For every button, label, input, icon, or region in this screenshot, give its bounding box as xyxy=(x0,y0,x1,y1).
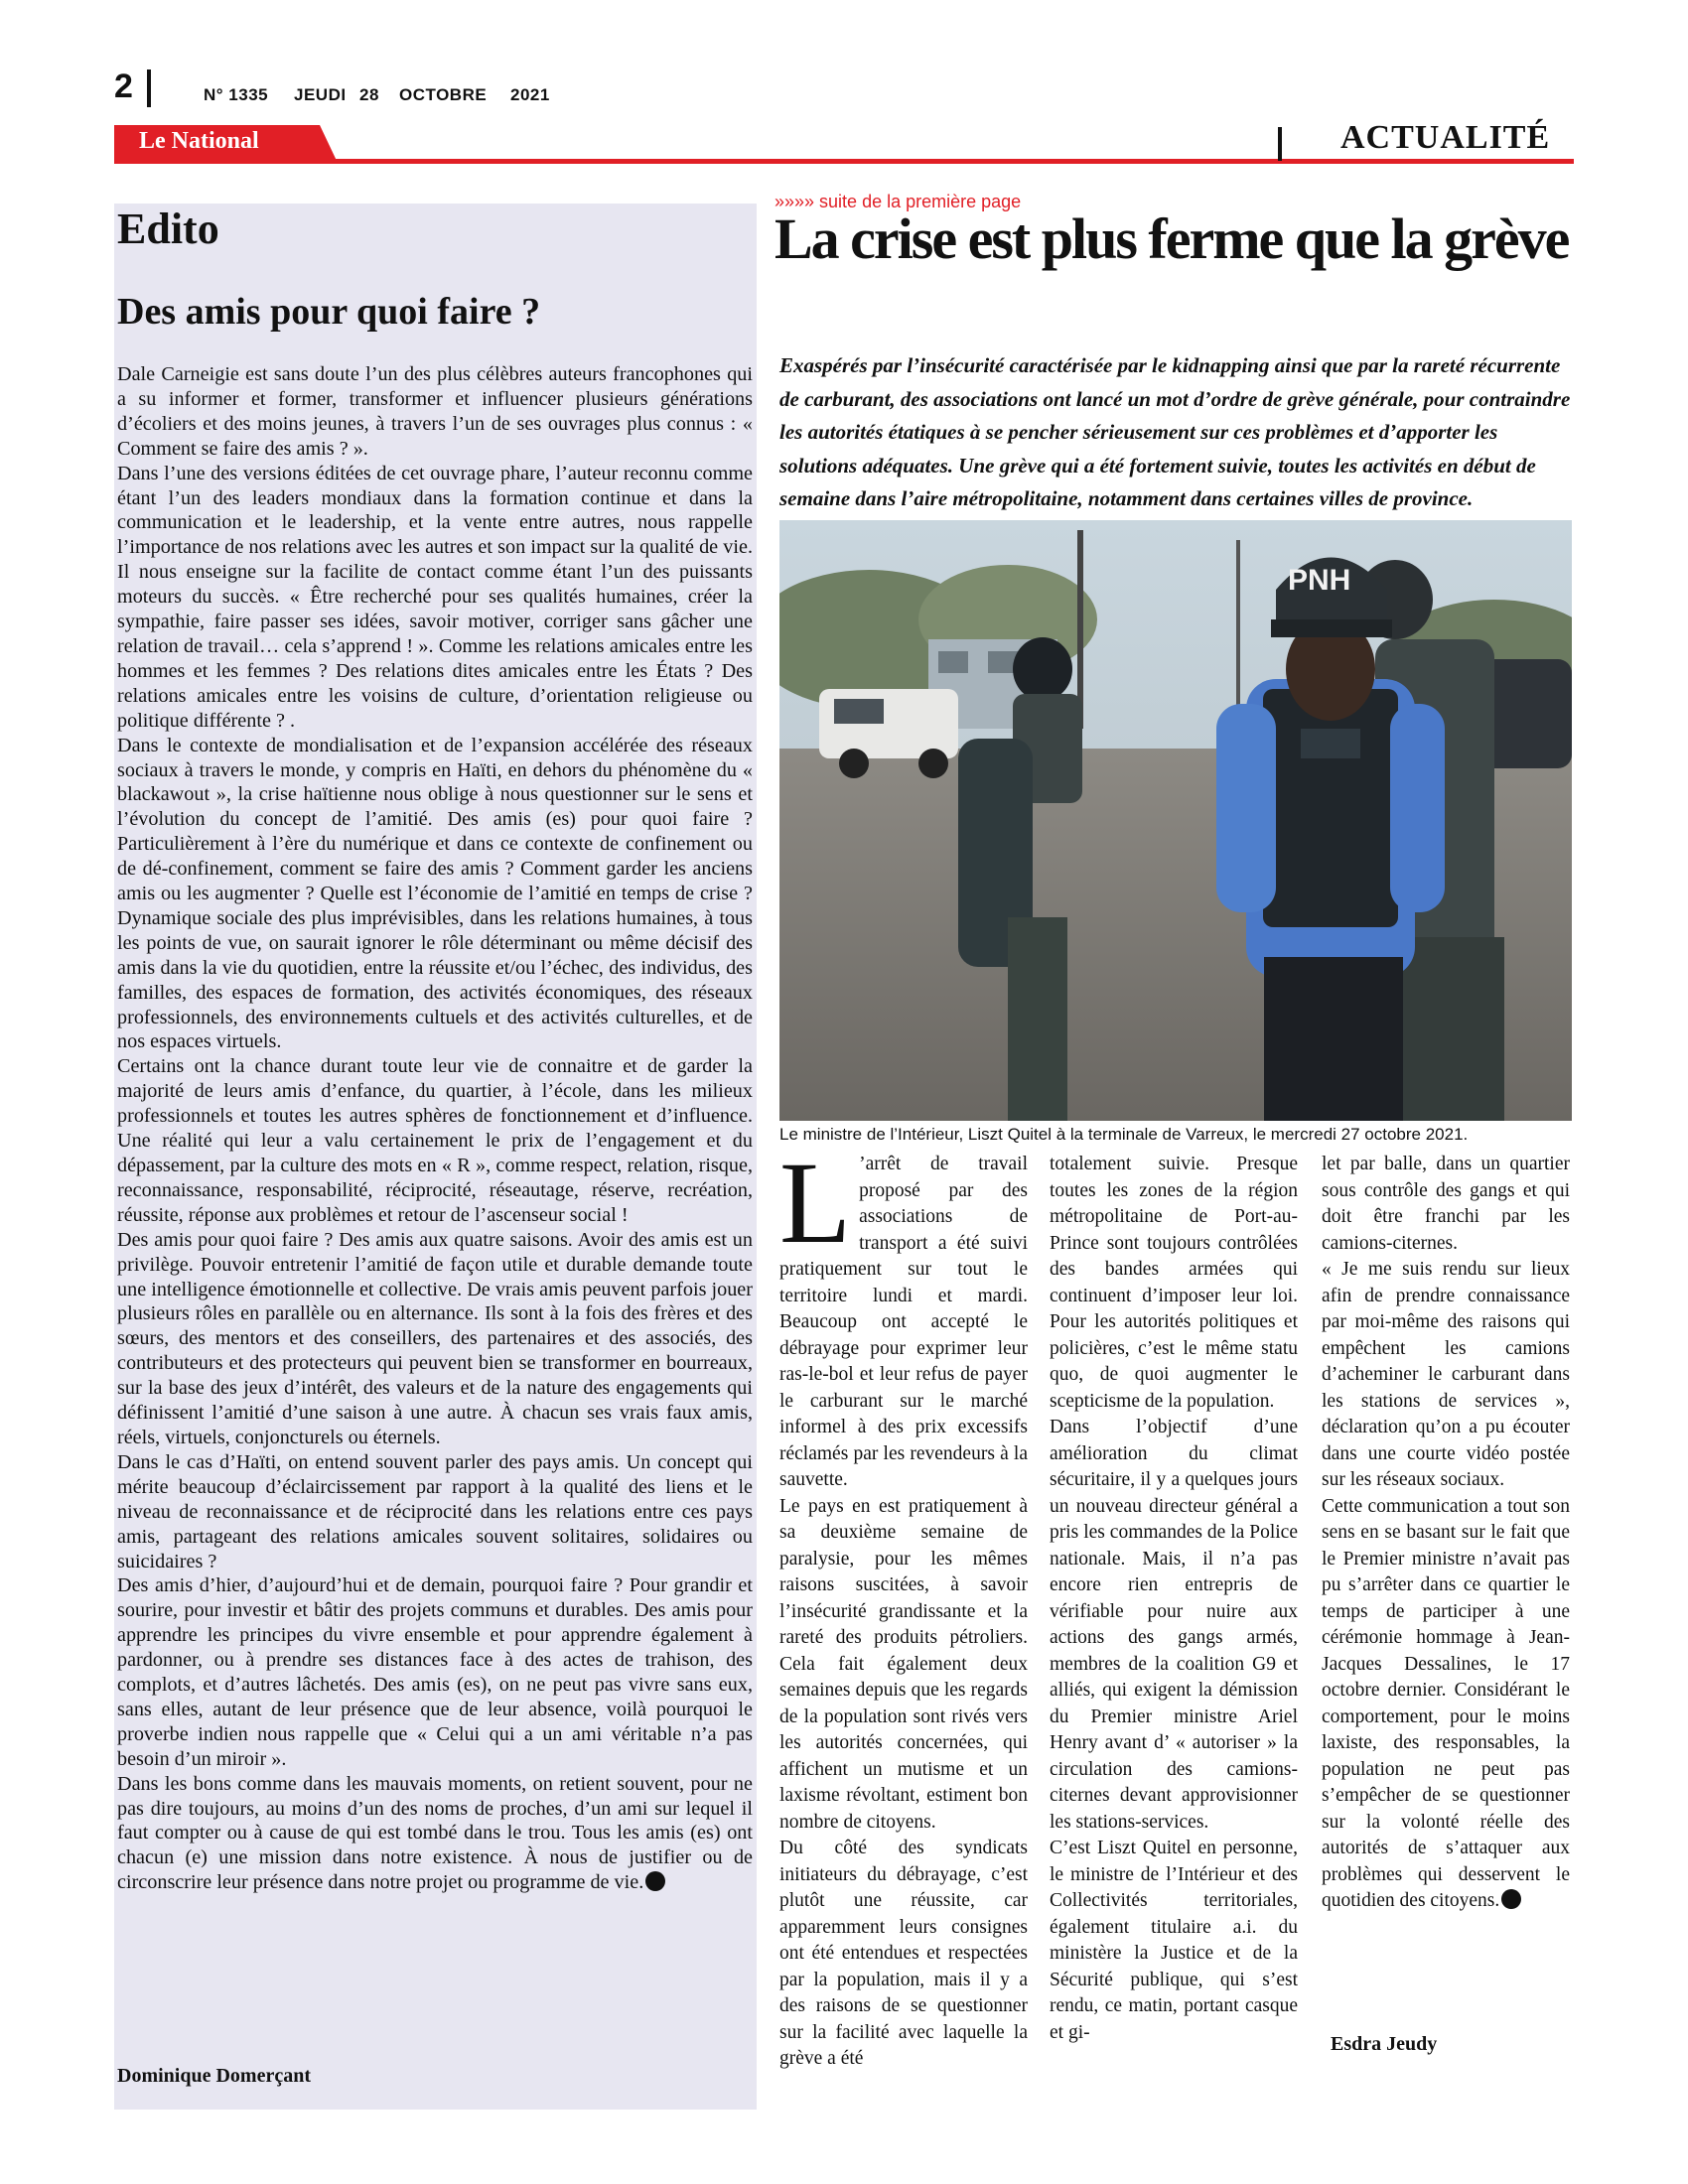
section-divider xyxy=(1278,127,1282,161)
drop-cap: L xyxy=(779,1138,852,1268)
article-paragraph: Le pays en est pratiquement à sa deuxième semaine de paralysie, pour les mêmes raisons suscitées, à savoir l’insécurité grandissante et la rareté des produits pétroliers. Cela fait également deux semaines depuis que les regards de la population sont rivés vers les autorités concernées, qui affichent un mutisme et un laxisme révoltant, estiment bon nombre de citoyens. xyxy=(779,1495,1028,1833)
issue-month: OCTOBRE xyxy=(399,85,488,104)
edito-paragraph: Certains ont la chance durant toute leur vie de connaitre et de garder la majorité de leurs amis d’enfance, du quartier, à l’école, dans les milieux professionnels et toutes les autres sphères de fonctionnement et d’influence. Une réalité qui leur a valu certainement le prix de l’engagement et du dépassement, par la culture des mots en « R », comme respect, relation, risque, reconnaissance, responsabilité, réciprocité, réseautage, réserve, recréation, réussite, réponse aux problèmes et retour de l’ascenseur social ! xyxy=(117,1055,753,1226)
edito-paragraph-last xyxy=(117,1772,753,1896)
edito-paragraph: Dans le contexte de mondialisation et de l’expansion accélérée des réseaux sociaux à travers le monde, y compris en Haïti, en dehors du phénomène du « blackawout », la crise haïtienne nous oblige à nous questionner sur le sens et l’évolution du concept de l’amitié. Des amis (es) pour quoi faire ? Particulièrement à l’ère du numérique et dans ce contexte de confinement ou de dé-confinement, comment se faire des amis ? Comment garder les anciens amis ou les augmenter ? Quelle est l’économie de l’amitié en temps de crise ? Dynamique sociale des plus imprévisibles, dans les relations humaines, à tous les points de vue, on saurait ignorer le rôle déterminant ou même décisif des amis dans la vie du quotidien, entre la réussite et/ou l’échec, des individus, des familles, des espaces de formation, des activités économiques, des réseaux professionnels, des environnements cultuels et des activités culturelles, et de nos espaces virtuels. xyxy=(117,734,753,1053)
section-title: ACTUALITÉ xyxy=(1340,119,1551,156)
issue-day: JEUDI xyxy=(294,85,347,104)
edito-paragraph: Dans l’une des versions éditées de cet ouvrage phare, l’auteur reconnu comme étant l’un des leaders mondiaux dans la formation continue et dans la communication et le leadership, et la vente entre autres, nous rappelle l’importance de nos relations avec les autres et son impact sur la qualité de vie. Il nous enseigne sur la facilite de contact comme étant l’un des puissants moteurs du succès. « Être recherché pour ses qualités humaines, créer la sympathie, faire passer ses idées, savoir motiver, corriger sans gâcher une relation de travail… cela s’apprend ! ». Comme les relations amicales entre les hommes et les femmes ? Des relations dites amicales entre les États ? Des relations amicales entre les voisins de culture, d’orientation religieuse ou politique différente ? . xyxy=(117,462,753,732)
article-paragraph: « Je me suis rendu sur lieux afin de prendre connaissance par moi-même des raisons qui empêchent les camions d’acheminer le carburant dans les stations de services », déclaration qu’on a pu écouter dans une courte vidéo postée sur les réseaux sociaux. xyxy=(1322,1259,1570,1490)
article-paragraph-text: ’arrêt de travail proposé par des associations de transport a été suivi pratiquement sur tout le territoire lundi et mardi. Beaucoup ont accepté le débrayage pour exprimer leur ras-le-bol et leur refus de payer le carburant sur le marché informel à des prix excessifs réclamés par les revendeurs à la sauvette. xyxy=(779,1154,1028,1490)
article-paragraph: Dans l’objectif d’une amélioration du climat sécuritaire, il y a quelques jours un nouveau directeur général a pris les commandes de la Police nationale. Mais, il n’a pas encore rien entrepris de vérifiable pour nuire aux actions des gangs armés, membres de la coalition G9 et alliés, qui exigent la démission du Premier ministre Ariel Henry avant d’ « autoriser » la circulation des camions-citernes devant approvisionner les stations-services. xyxy=(1050,1417,1298,1833)
helmet-text: PNH xyxy=(1288,564,1351,597)
edito-paragraph-text: Dans les bons comme dans les mauvais moments, on retient souvent, pour ne pas dire toujours, au moins d’un des noms de proches, d’un ami sur lequel il faut compter ou à cause de qui est tombé dans le trou. Tous les amis (es) ont chacun (e) une mission dans notre existence. À nous de justifier ou de circonscrire leur présence dans notre projet ou programme de vie. xyxy=(117,1772,753,1894)
page-number-divider xyxy=(147,69,151,107)
article-paragraph-text: Cette communication a tout son sens en se basant sur le fait que le Premier ministre n’avait pas pu s’arrêter dans ce quartier le temps de participer à une cérémonie hommage à Jean-Jacques Dessalines, le 17 octobre dernier. Considérant le comportement, pour le moins laxiste, des responsables, la population ne peut pas s’empêcher de se questionner sur la volonté réelle des autorités de s’attaquer aux problèmes qui desservent le quotidien des citoyens. xyxy=(1322,1495,1570,1911)
issue-date: 28 xyxy=(359,85,379,104)
article-paragraph-last xyxy=(1322,1494,1570,1915)
article-paragraph xyxy=(779,1138,1028,1494)
edito-paragraph: Des amis pour quoi faire ? Des amis aux quatre saisons. Avoir des amis est un privilège. Pouvoir entretenir l’amitié de façon utile et durable demande toute une intelligence émotionnelle et collective. De vrais amis peuvent parfois jouer plusieurs rôles en parallèle ou en alternance. Ils sont à la fois des frères et des sœurs, des mentors et des conseillers, des partenaires et des associés, des contributeurs et des protecteurs qui peuvent bien se transformer en bourreaux, sur la base des jeux d’intérêt, des valeurs et de la nature des engagements qui définissent l’amitié d’une saison à une autre. À chacun ses vrais faux amis, réels, virtuels, conjoncturels ou éternels. xyxy=(117,1228,753,1448)
edito-label: Edito xyxy=(117,205,219,253)
article-paragraph: let par balle, dans un quartier sous contrôle des gangs et qui doit être franchi par les camions-citernes. xyxy=(1322,1154,1570,1254)
article-headline: La crise est plus ferme que la grève xyxy=(774,206,1569,271)
article-column-3 xyxy=(1322,1152,1570,1915)
page-number: 2 xyxy=(114,68,133,105)
edito-body xyxy=(117,362,753,1895)
article-column-2 xyxy=(1050,1152,1298,2046)
edito-author: Dominique Domerçant xyxy=(117,2065,311,2087)
edito-paragraph: Dans le cas d’Haïti, on entend souvent parler des pays amis. Un concept qui mérite beaucoup d’éclaircissement par rapport à la qualité des liens et le niveau de reconnaissance et de réciprocité dans les relations entre ces pays amis, partageant des relations amicales souvent solitaires, solidaires ou suicidaires ? xyxy=(117,1450,753,1572)
edito-paragraph: Des amis d’hier, d’aujourd’hui et de demain, pourquoi faire ? Pour grandir et sourire, pour investir et bâtir des projets communs et durables. Des amis pour apprendre les principes du vivre ensemble et pour apprendre également à pardonner, ou à prendre ses distances face à des actes de trahison, des complots, et d’autres lâchetés. Des amis (es), on ne peut pas vivre sans eux, sans elles, autant de leur présence que de leur absence, voilà pourquoi le proverbe indien nous rappelle que « Celui qui a un ami véritable n’a pas besoin d’un miroir ». xyxy=(117,1574,753,1770)
article-paragraph: totalement suivie. Presque toutes les zones de la région métropolitaine de Port-au-Prince sont toujours contrôlées des bandes armées qui continuent d’imposer leur loi. Pour les autorités politiques et policières, c’est le même statu quo, de quoi augmenter le scepticisme de la population. xyxy=(1050,1154,1298,1412)
article-paragraph: Du côté des syndicats initiateurs du débrayage, c’est plutôt une réussite, car apparemment leurs consignes ont été entendues et respectées par la population, mais il y a des raisons de se questionner sur la facilité avec laquelle la grève a été xyxy=(779,1838,1028,2069)
article-chapeau: Exaspérés par l’insécurité caractérisée par le kidnapping ainsi que par la rareté récurrente de carburant, des associations ont lancé un mot d’ordre de grève générale, pour contraindre les autorités étatiques à se pencher sérieusement sur ces problèmes et d’apporter les solutions adéquates. Une grève qui a été fortement suivie, toutes les activités en début de semaine dans l’aire métropolitaine, notamment dans certaines villes de province. xyxy=(779,353,1571,510)
newspaper-logo: Le National xyxy=(139,128,259,154)
article-photo xyxy=(779,520,1572,1121)
police-photo-illustration xyxy=(779,520,1572,1121)
edito-paragraph: Dale Carneigie est sans doute l’un des plus célèbres auteurs francophones qui a su informer et former, transformer et influencer plusieurs générations d’écoliers et des moins jeunes, à travers l’un de ses ouvrages plus connus : « Comment se faire des amis ? ». xyxy=(117,363,753,460)
issue-year: 2021 xyxy=(510,85,550,104)
article-author: Esdra Jeudy xyxy=(1331,2033,1438,2055)
article-paragraph: C’est Liszt Quitel en personne, le ministre de l’Intérieur et des Collectivités territoriales, également titulaire a.i. du ministère la Justice et de la Sécurité publique, qui s’est rendu, ce matin, portant casque et gi- xyxy=(1050,1838,1298,2043)
article-kicker: »»»» suite de la première page xyxy=(774,192,1022,211)
issue-number: N° 1335 xyxy=(204,85,269,104)
end-mark-icon xyxy=(645,1871,665,1891)
article-column-1 xyxy=(779,1138,1028,2073)
end-mark-icon xyxy=(1501,1889,1521,1909)
photo-caption: Le ministre de l’Intérieur, Liszt Quitel à la terminale de Varreux, le mercredi 27 octobre 2021. xyxy=(779,1125,1469,1144)
edito-title: Des amis pour quoi faire ? xyxy=(117,291,541,333)
